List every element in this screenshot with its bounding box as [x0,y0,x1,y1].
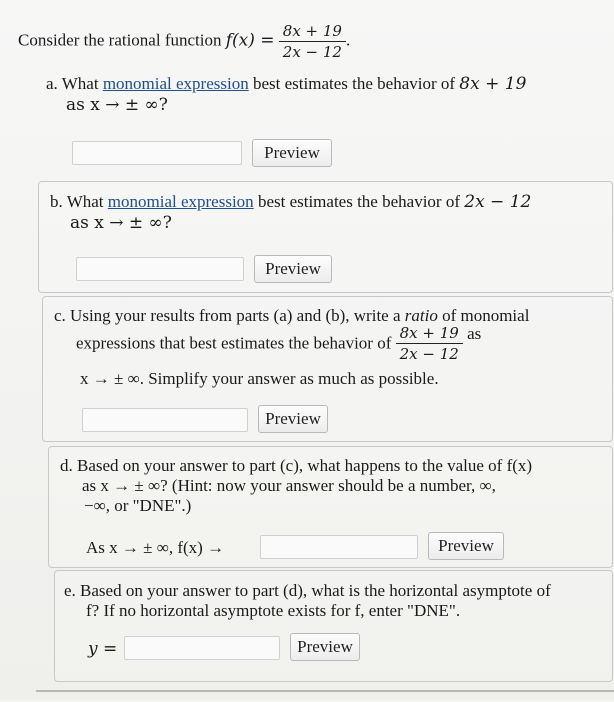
part-c-answer-input[interactable] [82,408,248,432]
part-e-answer-label: y = [88,639,118,659]
intro-fraction [279,21,346,62]
part-a-text-2: best estimates the behavior of [252,74,456,93]
part-e-preview-button[interactable]: Preview [290,633,360,661]
part-d-line2: as x → ± ∞? (Hint: now your answer should be a number, ∞, [82,476,496,495]
part-e-line2: f? If no horizontal asymptote exists for f, enter "DNE". [86,601,461,620]
part-b-preview-button[interactable]: Preview [254,255,332,283]
part-c-numerator: 8x + 19 [396,323,463,344]
intro-numerator: 8x + 19 [279,21,346,42]
part-d-answer-input[interactable] [260,535,418,559]
part-d-preview-button[interactable]: Preview [428,532,504,560]
part-c-denominator: 2x − 12 [399,345,459,363]
part-e-text-1: Based on your answer to part (d), what is the horizontal asymptote of [80,581,551,600]
part-b-label: b. [50,192,63,211]
part-d-answer-label: As x → ± ∞, f(x) → [86,538,225,557]
part-c-text-1a: Using your results from parts (a) and (b), write a [70,306,401,325]
part-a-text: What [61,74,99,93]
part-c-text-2a: expressions that best estimates the behavior of [76,333,392,353]
part-d-line1 [60,455,532,477]
part-d-line3: −∞, or "DNE".) [84,496,192,515]
part-a-line2: as x → ± ∞? [66,95,168,115]
part-d-text-1: Based on your answer to part (c), what happens to the value of f(x) [77,456,533,475]
part-b-text-2: best estimates the behavior of [257,192,460,211]
part-a-question [46,73,526,95]
part-c-text-1c: of monomial [442,306,530,325]
part-b-answer-input[interactable] [76,257,244,281]
part-c-ratio-word: ratio [404,306,438,325]
part-e-label: e. [64,581,76,600]
part-a-answer-input[interactable] [72,141,242,165]
part-c-line2 [76,323,481,364]
part-a-expression: 8x + 19 [459,74,527,94]
part-a-preview-button[interactable]: Preview [252,139,332,167]
part-c-preview-button[interactable]: Preview [258,405,328,433]
part-c-line3: x → ± ∞. Simplify your answer as much as possible. [80,369,439,388]
part-b-line2: as x → ± ∞? [70,213,172,233]
intro-line [18,21,350,62]
part-d-label: d. [60,456,73,475]
part-b-expression: 2x − 12 [464,192,532,212]
part-b-text: What [66,192,104,211]
part-e-line1 [64,580,551,602]
part-a-label: a. [46,74,58,93]
intro-period: . [345,30,351,50]
part-c-fraction [396,323,463,364]
part-c-text-2b: as [467,324,482,343]
part-e-answer-input[interactable] [124,636,280,660]
intro-denominator: 2x − 12 [282,43,342,61]
next-section-edge [36,690,614,702]
part-a-monomial-link[interactable]: monomial expression [102,74,249,93]
intro-func: f(x) = [225,30,275,51]
part-c-label: c. [54,306,66,325]
part-b-monomial-link[interactable]: monomial expression [107,192,254,211]
part-b-question [50,191,531,213]
intro-prefix: Consider the rational function [18,30,222,50]
